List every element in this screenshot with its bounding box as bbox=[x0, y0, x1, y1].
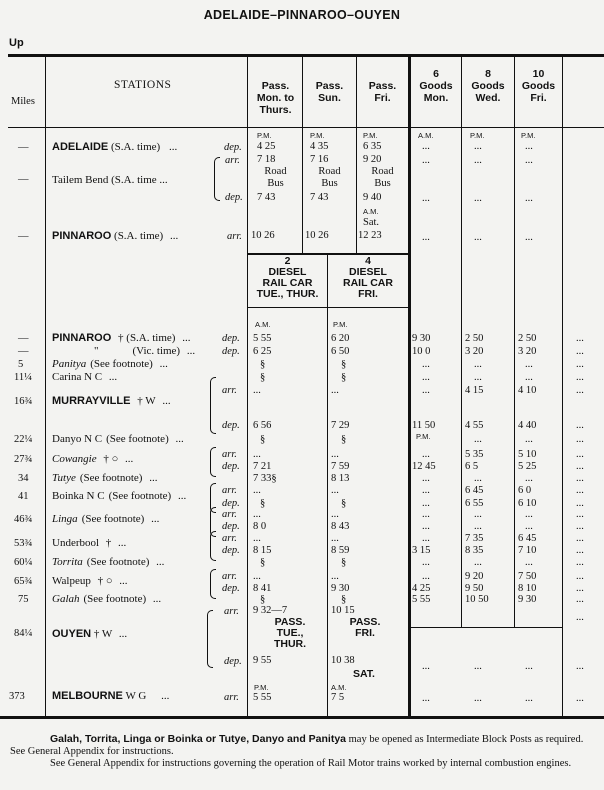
diesel-car-2-label: 2 DIESEL RAIL CAR TUE., THUR. bbox=[256, 255, 319, 300]
page-title: ADELAIDE–PINNAROO–OUYEN bbox=[203, 8, 401, 22]
diesel-rule-bottom bbox=[247, 307, 409, 308]
bottom-rule bbox=[0, 716, 604, 719]
header-col3: Pass. Fri. bbox=[368, 80, 397, 104]
col6-divider bbox=[562, 56, 563, 716]
header-col5: 8 Goods Wed. bbox=[471, 68, 505, 104]
diesel-rule-top bbox=[247, 253, 409, 255]
miles-divider bbox=[45, 56, 46, 716]
col3-pm: P.M. bbox=[363, 131, 378, 140]
timetable-page: ADELAIDE–PINNAROO–OUYEN Up Miles STATIONS Pass. Mon. to Thurs. Pass. Sun. Pass. Fri. 6 Goods Mon. 8 Goods Wed. 10 Goods Fri. P.M. P.M. P.M. A.M. P.M. P.M. — ADELAIDE (S.A. time) ... dep. 4 25 4 35 6 35 ... ... ... — Tailem Bend (S.A. time ... arr. dep. 7 18 7 16 9 20 Road Bus Road Bus Road Bus 7 43 7 43 9 40 ... ... ... ... ... ... A.M. Sat. — PINNAROO (S.A. time) ... arr. 10 26 10 26 12 23 ... ... ... 2 DIESEL RAIL CAR TUE., THUR. 4 DIESEL RAIL CAR FRI. A.M. P.M. — PINNAROO † (S.A. time) ... dep. 5 55 6 20 9 30 2 50 2 50 ... — " (Vic. time) ... dep. 6 25 6 50 10 0 3 20 3 20 ... 5 Panitya (See footnote) ... § § ... ... ... ... 11¼ Carina N C ... § § ... ... ... ... 16¾ MURRAYVILLE † W ... arr. dep. 6 56 7 29 11 50 4 55 4 40 ... 4 15 4 10 ... ... ... ... 22¼ Danyo N C (See footnote) ... § § P.M. ... ... ... 27¾ Cowangie † ○ ... arr. dep. 7 21 7 59 12 45 6 5 5 25 ... 5 35 5 10 ... ... ... ... 34 Tutye (See footnote) ... 7 33§ 8 13 ... ... ... ... 41 Boinka N C (See footnote) ... arr. dep. § § ... 6 55 6 10 ... 6 45 6 0 ... ... ... ... 46¾ Linga (See footnote) ... arr. dep. 8 0 8 43 ... ... ... ... ... ... ... ... ... ... 53¾ Underbool † ... arr. dep. 8 15 8 59 3 15 8 35 7 10 ... 7 35 6 45 ... ... ... ... 60¼ Torrita (See footnote) ... § § ... ... ... ... 65¾ Walpeup † ○ ... arr. dep. 8 41 9 30 4 25 9 50 8 10 ... 9 20 7 50 ... ... ... ... 75 Galah (See footnote) ... § § 5 55 10 50 9 30 ... 84¼ OUYEN † W ... arr. dep. 9 32—7 10 15 PASS. TUE., THUR. PASS. FRI. 9 55 10 38 SAT. ... ... ... ... ... P.M. A.M. 373 MELBOURNE W G ... arr. 5 55 7 5 ... ... ... ... Galah, Torrita, Linga or Boinka or Tutye, Danyo and Panitya may be opened as Intermediate Block Posts as required. See General Appendix for instructions. See General Appendix for instructions governing the operation of Rail Motor trains worked by internal combustion engines. bbox=[0, 0, 604, 790]
col2-pm: P.M. bbox=[310, 131, 325, 140]
direction-label: Up bbox=[9, 37, 24, 49]
diesel4-pm: P.M. bbox=[333, 320, 348, 329]
diesel-car-4-label: 4 DIESEL RAIL CAR FRI. bbox=[343, 255, 393, 300]
stations-divider bbox=[247, 56, 248, 716]
footnote-rail-motor: See General Appendix for instructions governing the operation of Rail Motor trains worked by internal combustion engines. bbox=[50, 758, 572, 769]
header-col6: 10 Goods Fri. bbox=[521, 68, 556, 104]
header-col4: 6 Goods Mon. bbox=[419, 68, 453, 104]
footnote-block-posts: Galah, Torrita, Linga or Boinka or Tutye, Danyo and Panitya may be opened as Intermediate Block Posts as required. See General Appendix for instructions. bbox=[10, 733, 584, 757]
diesel2-am: A.M. bbox=[255, 320, 271, 329]
col4-am: A.M. bbox=[418, 131, 434, 140]
header-col1: Pass. Mon. to Thurs. bbox=[256, 80, 295, 116]
header-miles: Miles bbox=[11, 96, 35, 107]
goods-rule bbox=[410, 627, 562, 628]
diesel-divider bbox=[327, 254, 328, 716]
col5-divider bbox=[514, 56, 515, 628]
header-col2: Pass. Sun. bbox=[315, 80, 344, 104]
col5-pm: P.M. bbox=[470, 131, 485, 140]
col6-pm: P.M. bbox=[521, 131, 536, 140]
header-stations: STATIONS bbox=[114, 79, 172, 91]
col4-divider bbox=[461, 56, 462, 628]
col1-pm: P.M. bbox=[257, 131, 272, 140]
goods-divider bbox=[408, 56, 411, 716]
